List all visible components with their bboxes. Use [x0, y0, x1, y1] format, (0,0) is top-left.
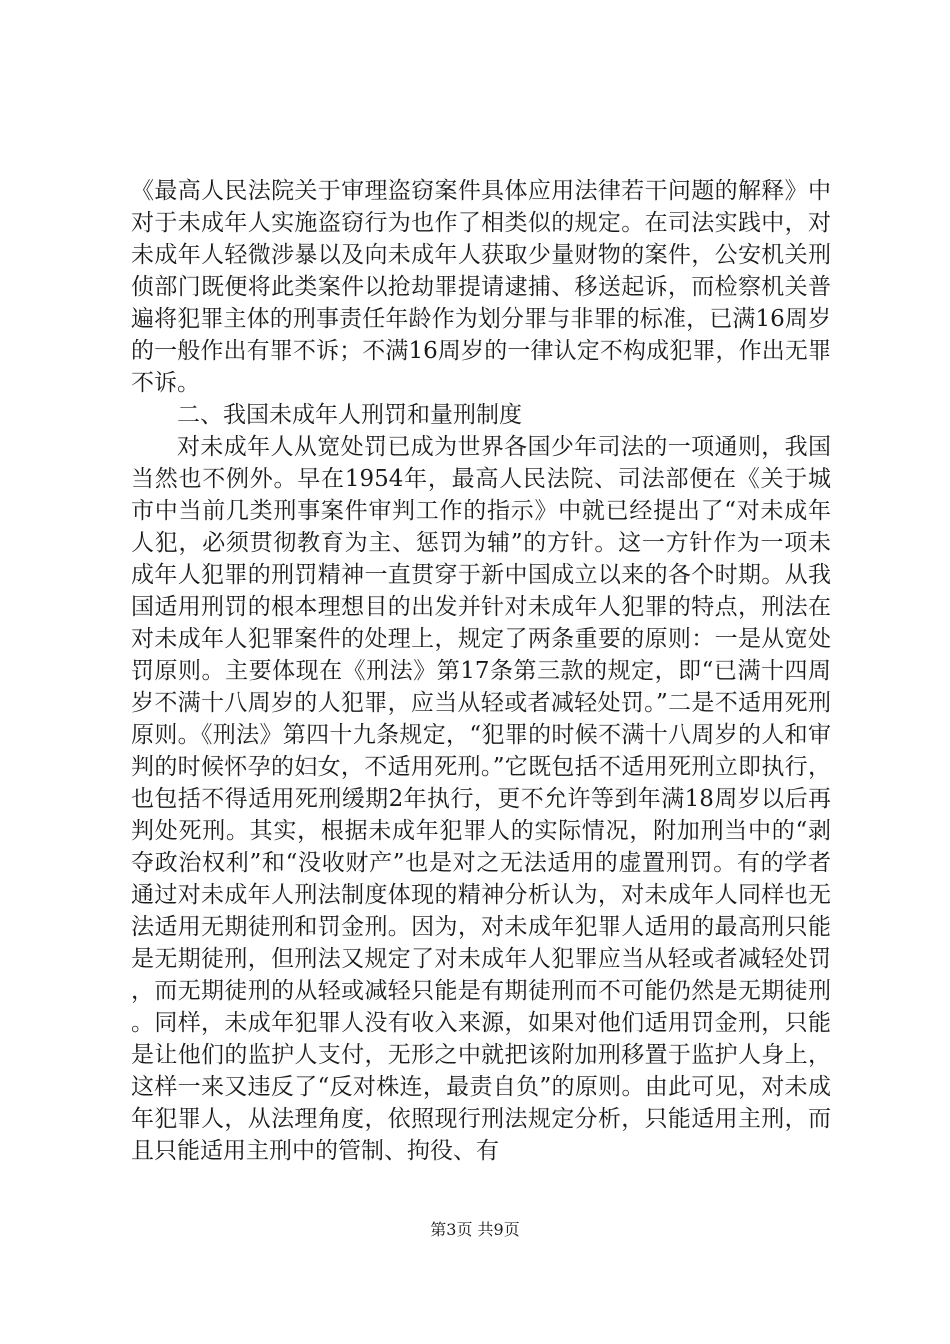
paragraph-continuation: 《最高人民法院关于审理盗窃案件具体应用法律若干问题的解释》中对于未成年人实施盗窃行为也作了相类似的规定。在司法实践中，对未成年人轻微涉暴以及向未成年人获取少量财物的案件，公安机关刑侦部门既便将此类案件以抢劫罪提请逮捕、移送起诉，而检察机关普遍将犯罪主体的刑事责任年龄作为划分罪与非罪的标准，已满16周岁的一般作出有罪不诉；不满16周岁的一律认定不构成犯罪，作出无罪不诉。 [131, 178, 831, 396]
paragraph-main: 对未成年人从宽处罚已成为世界各国少年司法的一项通则，我国当然也不例外。早在1954年，最高人民法院、司法部便在《关于城市中当前几类刑事案件审判工作的指示》中就已经提出了“对未成年人犯，必须贯彻教育为主、惩罚为辅”的方针。这一方针作为一项未成年人犯罪的刑罚精神一直贯穿于新中国成立以来的各个时期。从我国适用刑罚的根本理想目的出发并针对未成年人犯罪的特点，刑法在对未成年人犯罪案件的处理上，规定了两条重要的原则：一是从宽处罚原则。主要体现在《刑法》第17条第三款的规定，即“已满十四周岁不满十八周岁的人犯罪，应当从轻或者减轻处罚。”二是不适用死刑原则。《刑法》第四十九条规定，“犯罪的时候不满十八周岁的人和审判的时候怀孕的妇女，不适用死刑。”它既包括不适用死刑立即执行，也包括不得适用死刑缓期2年执行，更不允许等到年满18周岁以后再判处死刑。其实，根据未成年犯罪人的实际情况，附加刑当中的“剥夺政治权利”和“没收财产”也是对之无法适用的虚置刑罚。有的学者通过对未成年人刑法制度体现的精神分析认为，对未成年人同样也无法适用无期徒刑和罚金刑。因为，对未成年犯罪人适用的最高刑只能是无期徒刑，但刑法又规定了对未成年人犯罪应当从轻或者减轻处罚，而无期徒刑的从轻或减轻只能是有期徒刑而不可能仍然是无期徒刑。同样，未成年犯罪人没有收入来源，如果对他们适用罚金刑，只能是让他们的监护人支付，无形之中就把该附加刑移置于监护人身上，这样一来又违反了“反对株连，最责自负”的原则。由此可见，对未成年犯罪人，从法理角度，依照现行刑法规定分析，只能适用主刑，而且只能适用主刑中的管制、拘役、有 [131, 434, 831, 1164]
page-footer: 第3页 共9页 [430, 1220, 520, 1239]
section-heading: 二、我国未成年人刑罚和量刑制度 [177, 402, 522, 428]
document-body [131, 175, 831, 1167]
